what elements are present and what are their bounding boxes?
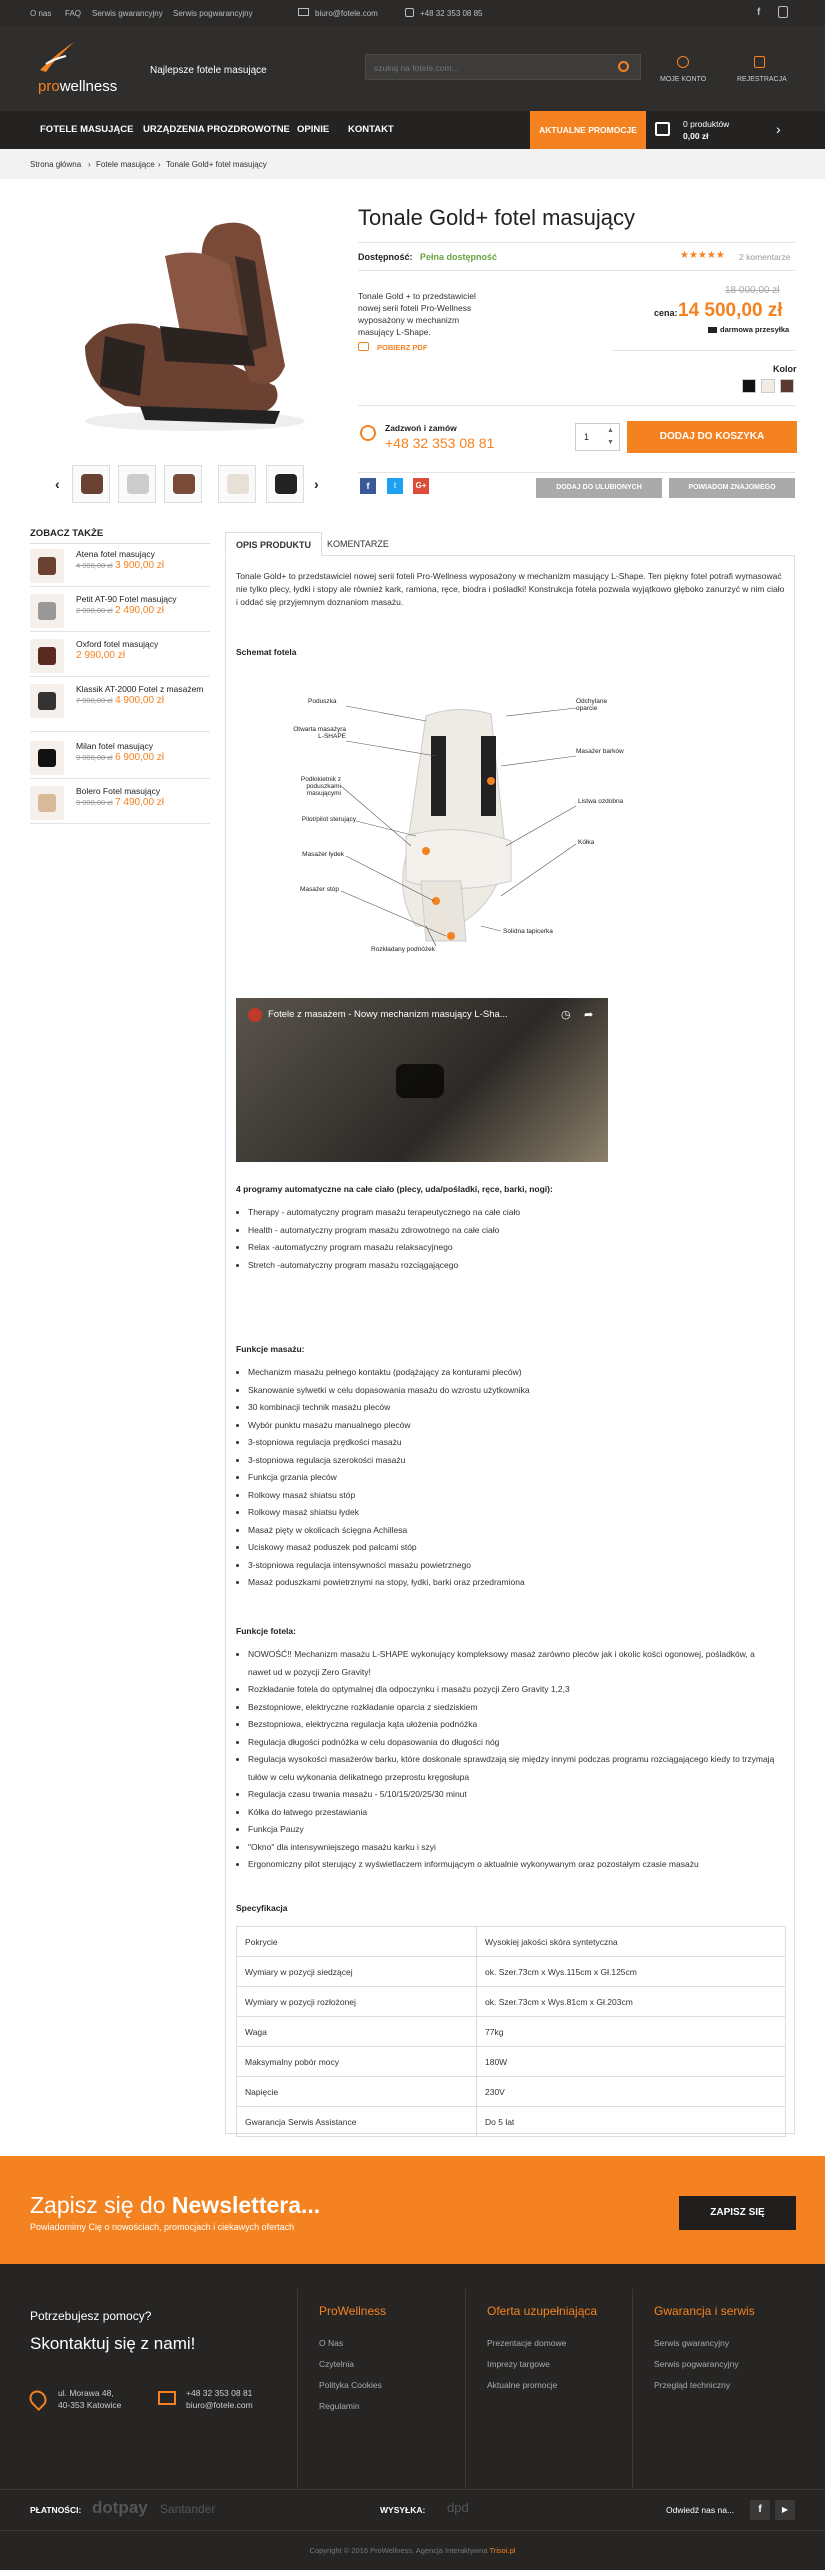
related-product-image[interactable] [30, 684, 64, 718]
chair-functions-list [248, 1646, 778, 1874]
list-item: • Relax -automatyczny program masażu relaksacyjnego [248, 1239, 788, 1257]
spec-value: 77kg [477, 2017, 786, 2047]
spec-key: Napięcie [237, 2077, 477, 2107]
search-box[interactable] [365, 54, 641, 80]
youtube-icon[interactable] [778, 6, 788, 18]
spec-value: Do 5 lat [477, 2107, 786, 2137]
chevron-down-icon[interactable]: ▼ [607, 439, 614, 446]
related-product-name[interactable]: Bolero Fotel masujący 9 900,00 zł 7 490,00 zł [76, 786, 165, 808]
related-product-old-price: 9 900,00 zł [76, 798, 113, 807]
footer-link[interactable]: Przegląd techniczny [654, 2380, 731, 2390]
related-product-price: 6 900,00 zł [115, 752, 165, 763]
list-item: • Rozkładanie fotela do optymalnej dla odpoczynku i masażu pozycji Zero Gravity 1,2,3 [248, 1681, 778, 1699]
cart-count: 0 produktów [683, 119, 730, 129]
address-line-1: ul. Morawa 48, [58, 2388, 114, 2398]
top-bar [0, 0, 825, 26]
availability-value: Pełna dostępność [420, 252, 498, 262]
spec-key: Wymiary w pozycji siedzącej [237, 1957, 477, 1987]
lock-icon[interactable] [754, 56, 765, 68]
footer-link[interactable]: Regulamin [319, 2401, 360, 2411]
facebook-icon[interactable]: f [757, 7, 761, 18]
schema-label: Odchylane oparcie [576, 698, 608, 712]
color-label: Kolor [773, 364, 797, 374]
footer-phone[interactable]: +48 32 353 08 81 [186, 2388, 253, 2398]
related-product-price: 2 990,00 zł [76, 650, 125, 661]
spec-key: Maksymalny pobór mocy [237, 2047, 477, 2077]
breadcrumb [0, 149, 825, 179]
breadcrumb-current: Tonale Gold+ fotel masujący [166, 160, 267, 169]
top-link-warranty[interactable]: Serwis gwarancyjny [92, 9, 163, 18]
logo-wellness: wellness [59, 78, 118, 95]
video-player[interactable] [236, 998, 608, 1162]
related-product-image[interactable] [30, 549, 64, 583]
truck-icon [708, 327, 717, 333]
spec-title: Specyfikacja [236, 1903, 288, 1913]
table-row [237, 2047, 786, 2077]
gallery-thumb[interactable] [72, 465, 110, 503]
related-product[interactable] [30, 545, 210, 587]
spec-table [236, 1926, 786, 2137]
newsletter-title-a: Zapisz się do [30, 2192, 172, 2218]
tab-comments[interactable]: KOMENTARZE [327, 539, 389, 549]
spec-key: Waga [237, 2017, 477, 2047]
divider [30, 543, 210, 544]
facebook-share-icon[interactable]: f [360, 478, 376, 494]
list-item: • Bezstopniowa, elektryczna regulacja kąta ułożenia podnóżka [248, 1716, 778, 1734]
nav-promotions[interactable]: AKTUALNE PROMOCJE [530, 111, 646, 149]
list-item: • Bezstopniowe, elektryczne rozkładanie oparcia z siedziskiem [248, 1699, 778, 1717]
twitter-share-icon[interactable]: t [387, 478, 403, 494]
divider [358, 472, 795, 473]
rating-stars[interactable]: ★★★★★ [680, 250, 725, 261]
divider [358, 405, 795, 406]
related-product-old-price: 4 900,00 zł [76, 561, 113, 570]
help-cta: Skontaktuj się z nami! [30, 2334, 196, 2353]
add-to-cart-button[interactable]: DODAJ DO KOSZYKA [627, 421, 797, 453]
programs-list [248, 1204, 788, 1274]
santander-logo: Santander [160, 2502, 216, 2516]
gallery-thumb[interactable] [118, 465, 156, 503]
chair-schema-diagram [286, 696, 626, 956]
tab-description[interactable]: OPIS PRODUKTU [225, 532, 322, 556]
color-swatch-brown[interactable] [780, 379, 794, 393]
product-title: Tonale Gold+ fotel masujący [358, 205, 635, 230]
breadcrumb-sep: › [158, 160, 161, 169]
mail-icon [298, 8, 309, 16]
color-swatch-black[interactable] [742, 379, 756, 393]
schema-label: Masażer łydek [302, 851, 344, 858]
footer-link[interactable]: Polityka Cookies [319, 2380, 382, 2390]
main-nav [0, 111, 825, 149]
schema-label: Otwarta masażyra L-SHAPE [293, 726, 346, 740]
list-item: • Regulacja długości podnóżka w celu dopasowania do długości nóg [248, 1734, 778, 1752]
schema-label: Rozkładany podnóżek [371, 946, 435, 953]
nav-contact[interactable]: KONTAKT [348, 124, 394, 135]
newsletter-title-b: Newslettera... [171, 2192, 321, 2218]
google-share-icon[interactable]: G+ [413, 478, 429, 494]
divider [632, 2289, 633, 2489]
shipping-label: WYSYŁKA: [380, 2505, 426, 2515]
short-description: Tonale Gold + to przedstawiciel nowej serii foteli Pro-Wellness wyposażony w mechanizm masujący L-Shape. [358, 291, 476, 337]
agency-link[interactable]: Trisoi.pl [489, 2546, 516, 2555]
schema-label: Solidna tapicerka [503, 928, 553, 935]
gallery-thumb[interactable] [218, 465, 256, 503]
related-product-name[interactable]: Klassik AT-2000 Fotel z masażem 7 900,00 zł 4 900,00 zł [76, 684, 204, 706]
list-item: • 30 kombinacji technik masażu pleców [248, 1399, 788, 1417]
address-line-2: 40-353 Katowice [58, 2400, 122, 2410]
play-icon[interactable] [396, 1064, 444, 1098]
spec-value: 230V [477, 2077, 786, 2107]
list-item: • NOWOŚĆ!! Mechanizm masażu L-SHAPE wykonujący kompleksowy masaż zarówno pleców jak i okolic kości ogonowej, pośladków, a nawet ud w pozycji Zero Gravity! [248, 1646, 778, 1681]
programs-title: 4 programy automatyczne na całe ciało (plecy, uda/pośladki, ręce, barki, nogi): [236, 1184, 553, 1194]
newsletter-subscribe-button[interactable]: ZAPISZ SIĘ [679, 2196, 796, 2230]
facebook-icon[interactable]: f [750, 2500, 770, 2520]
breadcrumb-category[interactable]: Fotele masujące [96, 160, 155, 169]
copyright-text: Copyright © 2016 ProWellness. Agencja Interaktywna [309, 2546, 488, 2555]
color-swatch-white[interactable] [761, 379, 775, 393]
video-title[interactable]: Fotele z masażem - Nowy mechanizm masujący L-Sha... [268, 1009, 508, 1020]
related-product-old-price: 2 900,00 zł [76, 606, 113, 615]
list-item: • Funkcja grzania pleców [248, 1469, 788, 1487]
product-main-image[interactable] [45, 196, 315, 441]
functions-title: Funkcje masażu: [236, 1344, 305, 1354]
footer-link[interactable]: Czytelnia [319, 2359, 354, 2369]
add-to-favorites-button[interactable]: DODAJ DO ULUBIONYCH [536, 478, 662, 498]
channel-avatar [248, 1008, 262, 1022]
schema-label: Masażer stóp [299, 886, 339, 893]
spec-key: Pokrycie [237, 1927, 477, 1957]
table-row [237, 2017, 786, 2047]
footer-link[interactable]: Imprezy targowe [487, 2359, 550, 2369]
cart-widget[interactable] [653, 111, 795, 149]
search-input[interactable] [374, 61, 604, 74]
chevron-up-icon[interactable]: ▲ [607, 427, 614, 434]
cart-total: 0,00 zł [683, 131, 709, 141]
copyright [0, 2546, 825, 2555]
schema-label: Pilot/pilot sterujący [301, 816, 356, 823]
free-shipping: darmowa przesyłka [720, 325, 790, 334]
footer-link[interactable]: Serwis pogwarancyjny [654, 2359, 739, 2369]
breadcrumb-sep: › [88, 160, 91, 169]
description-intro: Tonale Gold+ to przedstawiciel nowej serii foteli Pro-Wellness wyposażony w mechanizm masujący L-Shape. Ten piękny fotel potrafi wymasować nie tylko plecy, łydki i stopy ale również kark, ramiona, ręce, biodra i pośladki! Konstrukcja fotela pozwala wyjątkowo głęboko zanurzyć w nim ciało i oddać się przyjemnym doznaniom masażu. [236, 571, 785, 607]
divider [0, 2530, 825, 2531]
my-account-link[interactable]: MOJE KONTO [660, 76, 707, 83]
quantity-value[interactable]: 1 [584, 432, 590, 442]
top-link-faq[interactable]: FAQ [65, 9, 82, 18]
search-icon[interactable] [618, 61, 629, 72]
top-phone[interactable]: +48 32 353 08 85 [420, 9, 483, 18]
list-item: • Regulacja wysokości masażerów barku, które doskonale sprawdzają się między innymi podczas programu rozciągającego kiedy to trzymają tułów w celu wykonania delikatnego przeprostu kręgosłupa [248, 1751, 778, 1786]
breadcrumb-home[interactable]: Strona główna [30, 160, 82, 169]
related-product-image[interactable] [30, 639, 64, 673]
top-email[interactable]: biuro@fotele.com [315, 9, 378, 18]
nav-health-devices[interactable]: URZĄDZENIA PROZDROWOTNE [143, 124, 290, 135]
visit-us-label: Odwiedź nas na... [666, 2505, 735, 2515]
related-product-price: 3 900,00 zł [115, 560, 165, 571]
table-row [237, 1957, 786, 1987]
price-label: cena: [654, 308, 678, 318]
spec-value: ok. Szer.73cm x Wys.115cm x Gł.125cm [477, 1957, 786, 1987]
footer-link[interactable]: Prezentacje domowe [487, 2338, 567, 2348]
pdf-icon[interactable] [358, 342, 369, 351]
price: 14 500,00 zł [678, 300, 783, 321]
product-tabs [225, 532, 795, 556]
envelope-icon [158, 2391, 176, 2405]
gallery-prev-icon[interactable]: ‹ [55, 476, 60, 492]
schema-label: Podłokietnik z poduszkami masującymi [300, 776, 341, 797]
help-question: Potrzebujesz pomocy? [30, 2309, 152, 2323]
product-description [225, 556, 795, 2134]
divider [358, 270, 795, 271]
related-product-name[interactable]: Milan fotel masujący 9 000,00 zł 6 900,00 zł [76, 741, 165, 763]
site-header [0, 26, 825, 111]
list-item: • Stretch -automatyczny program masażu rozciągającego [248, 1257, 788, 1275]
pdf-download-link[interactable]: POBIERZ PDF [377, 343, 428, 352]
table-row [237, 2107, 786, 2137]
list-item: • Kółka do łatwego przestawiania [248, 1804, 778, 1822]
chevron-right-icon: › [776, 121, 781, 137]
list-item: • Rolkowy masaż shiatsu stóp [248, 1487, 788, 1505]
watch-later-icon[interactable]: ◷ [561, 1009, 571, 1021]
list-item: • Uciskowy masaż poduszek pod palcami stóp [248, 1539, 788, 1557]
list-item: • Skanowanie sylwetki w celu dopasowania masażu do wzrostu użytkownika [248, 1382, 788, 1400]
phone-icon [405, 8, 414, 17]
schema-title: Schemat fotela [236, 647, 297, 657]
list-item: • Masaż poduszkami powietrznymi na stopy, łydki, barki oraz przedramiona [248, 1574, 788, 1592]
tell-friend-button[interactable]: POWIADOM ZNAJOMEGO [669, 478, 795, 498]
old-price: 18 000,00 zł [725, 285, 780, 296]
footer-link[interactable]: Serwis gwarancyjny [654, 2338, 730, 2348]
schema-label: Kółka [578, 839, 595, 846]
availability-label: Dostępność: [358, 252, 413, 262]
divider [297, 2289, 298, 2489]
quantity-stepper[interactable] [575, 423, 620, 451]
divider [358, 242, 795, 243]
dotpay-logo: dotpay [92, 2498, 148, 2517]
register-link[interactable]: REJESTRACJA [737, 76, 787, 83]
related-product[interactable] [30, 635, 210, 677]
list-item: • 3-stopniowa regulacja prędkości masażu [248, 1434, 788, 1452]
related-product-old-price: 9 000,00 zł [76, 753, 113, 762]
table-row [237, 1927, 786, 1957]
table-row [237, 2077, 786, 2107]
related-product[interactable] [30, 590, 210, 632]
list-item: • Therapy - automatyczny program masażu terapeutycznego na całe ciało [248, 1204, 788, 1222]
top-link-about[interactable]: O nas [30, 9, 52, 18]
site-footer [0, 2264, 825, 2570]
logo-pro: pro [38, 78, 60, 95]
payments-label: PŁATNOŚCI: [30, 2505, 82, 2515]
schema-label: Poduszka [308, 698, 337, 705]
list-item: • Masaż pięty w okolicach ścięgna Achillesa [248, 1522, 788, 1540]
schema-label: Masażer barków [576, 748, 624, 755]
spec-value: Wysokiej jakości skóra syntetyczna [477, 1927, 786, 1957]
user-icon[interactable] [677, 56, 689, 68]
list-item: • Mechanizm masażu pełnego kontaktu (podążający za konturami pleców) [248, 1364, 788, 1382]
related-product-image[interactable] [30, 786, 64, 820]
spec-key: Wymiary w pozycji rozłożonej [237, 1987, 477, 2017]
list-item: • Health - automatyczny program masażu zdrowotnego na całe ciało [248, 1222, 788, 1240]
gallery-thumb[interactable] [266, 465, 304, 503]
share-icon[interactable]: ➦ [584, 1009, 594, 1021]
related-product-name[interactable]: Petit AT-90 Fotel masujący 2 900,00 zł 2 490,00 zł [76, 594, 177, 616]
related-product[interactable] [30, 782, 210, 824]
cart-icon [655, 122, 670, 136]
gallery-thumb[interactable] [164, 465, 202, 503]
related-product-image[interactable] [30, 594, 64, 628]
nav-massage-chairs[interactable]: FOTELE MASUJĄCE [40, 124, 134, 135]
divider [612, 350, 795, 351]
related-product-name[interactable]: Atena fotel masujący 4 900,00 zł 3 900,00 zł [76, 549, 165, 571]
footer-link[interactable]: O Nas [319, 2338, 344, 2348]
logo-swoosh-icon [36, 40, 76, 74]
table-row [237, 1987, 786, 2017]
related-product-price: 7 490,00 zł [115, 797, 165, 808]
related-product-price: 4 900,00 zł [115, 695, 165, 706]
spec-key: Gwarancja Serwis Assistance [237, 2107, 477, 2137]
footer-email[interactable]: biuro@fotele.com [186, 2400, 253, 2410]
list-item: • 3-stopniowa regulacja intensywności masażu powietrznego [248, 1557, 788, 1575]
list-item: • Wybór punktu masażu manualnego pleców [248, 1417, 788, 1435]
nav-opinions[interactable]: OPINIE [297, 124, 330, 135]
list-item: • Ergonomiczny pilot sterujący z wyświetlaczem informującym o aktualnie wykonywanym oraz pozostałym czasie masażu [248, 1856, 778, 1874]
dpd-logo: dpd [447, 2500, 469, 2515]
tagline: Najlepsze fotele masujące [150, 65, 267, 76]
call-to-order-label: Zadzwoń i zamów [385, 423, 457, 433]
logo[interactable] [38, 78, 117, 95]
comments-link[interactable]: 2 komentarze [739, 252, 791, 262]
location-icon [26, 2387, 50, 2411]
related-product-image[interactable] [30, 741, 64, 775]
chair-functions-title: Funkcje fotela: [236, 1626, 296, 1636]
related-product-old-price: 7 900,00 zł [76, 696, 113, 705]
footer-col-title: Oferta uzupełniająca [487, 2304, 598, 2318]
newsletter-title [30, 2192, 320, 2219]
newsletter-subtitle: Powiadomimy Cię o nowościach, promocjach i ciekawych ofertach [30, 2222, 295, 2232]
youtube-icon[interactable]: ▶ [775, 2500, 795, 2520]
functions-list [248, 1364, 788, 1592]
spec-value: ok. Szer.73cm x Wys.81cm x Gł.203cm [477, 1987, 786, 2017]
footer-link[interactable]: Aktualne promocje [487, 2380, 558, 2390]
list-item: • Rolkowy masaż shiatsu łydek [248, 1504, 788, 1522]
related-product[interactable] [30, 680, 210, 732]
list-item: • "Okno" dla intensywniejszego masażu karku i szyi [248, 1839, 778, 1857]
divider [465, 2289, 466, 2489]
list-item: • Funkcja Pauzy [248, 1821, 778, 1839]
list-item: • Regulacja czasu trwania masażu - 5/10/15/20/25/30 minut [248, 1786, 778, 1804]
related-product[interactable] [30, 737, 210, 779]
footer-col-title: Gwarancja i serwis [654, 2304, 755, 2318]
schema-label: Listwa ozdobna [578, 798, 624, 805]
sidebar-title: ZOBACZ TAKŻE [30, 528, 104, 539]
spec-value: 180W [477, 2047, 786, 2077]
related-product-name[interactable]: Oxford fotel masujący 2 990,00 zł [76, 639, 159, 661]
list-item: • 3-stopniowa regulacja szerokości masażu [248, 1452, 788, 1470]
newsletter-section [0, 2156, 825, 2264]
phone-call-icon [360, 425, 376, 441]
call-phone[interactable]: +48 32 353 08 81 [385, 435, 495, 451]
related-product-price: 2 490,00 zł [115, 605, 165, 616]
top-link-postwarranty[interactable]: Serwis pogwarancyjny [173, 9, 253, 18]
gallery-next-icon[interactable]: › [314, 476, 319, 492]
footer-col-title: ProWellness [319, 2304, 387, 2318]
